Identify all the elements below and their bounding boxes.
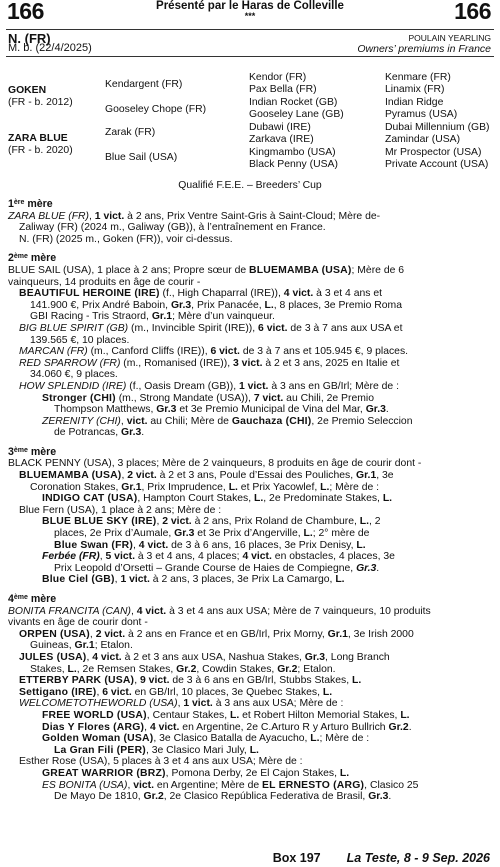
- sale-event: La Teste, 8 - 9 Sep. 2026: [346, 851, 490, 865]
- section-heading-1: 1ère mère: [8, 198, 53, 210]
- pedigree-gen3: Kingmambo (USA): [249, 147, 336, 158]
- pedigree-gen3: Kendor (FR): [249, 72, 307, 83]
- pedigree-gen3: Dubawi (IRE): [249, 122, 311, 133]
- pedigree-sire: GOKEN: [8, 85, 47, 96]
- section-heading-3: 3ème mère: [8, 445, 57, 458]
- top-rule: [6, 29, 494, 30]
- footer: [273, 851, 490, 865]
- pedigree-gen3: Zarkava (IRE): [249, 134, 314, 145]
- first-dam-paragraph: ZARA BLUE (FR), 1 vict. à 2 ans, Prix Ventre Saint-Gris à Saint-Cloud; Mère de-: [8, 210, 381, 222]
- pedigree-gen3: Pax Bella (FR): [249, 84, 317, 95]
- pedigree-sire-sub: (FR - b. 2012): [8, 97, 73, 108]
- pedigree-gen3: Gooseley Lane (GB): [249, 109, 344, 120]
- pedigree-gen2: Zarak (FR): [105, 127, 156, 138]
- catalogue-body: 1ère mère ZARA BLUE (FR), 1 vict. à 2 ans, Prix Ventre Saint-Gris à Saint-Cloud; Mère de- Zaliway (FR) (2024 m., Galiway (GB)), à l’entraînement en France. N. (FR) (2025 m., Goken (FR)), voir ci-dessus. 2ème mère BLUE SAIL (USA), 1 place à 2 ans; Propre sœur de BLUEMAMBA (USA); Mère de 6 vainqueurs, 14 produits en âge de courir - BEAUTIFUL HEROINE (IRE) (f., High Chaparral (IRE)), 4 vict. à 3 et 4 ans et 141.900 €, Prix André Baboin, Gr.3, Prix Panacée, L., 8 places, 3e Premio Roma GBI Racing - Tris Straord, Gr.1; Mère d’un vainqueur. BIG BLUE SPIRIT (GB) (m., Invincible Spirit (IRE)), 6 vict. de 3 à 7 ans aux USA et 139.565 €, 10 places. MARCAN (FR) (m., Canford Cliffs (IRE)), 6 vict. de 3 à 7 ans et 105.945 €, 9 places. RED SPARROW (FR) (m., Romanised (IRE)), 3 vict. à 2 et 3 ans, 2025 en Italie et 34.060 €, 9 places. HOW SPLENDID (IRE) (f., Oasis Dream (GB)), 1 vict. à 3 ans en GB/Irl; Mère de : Stronger (CHI) (m., Strong Mandate (USA)), 7 vict. au Chili, 2e Premio Thompson Matthews, Gr.3 et 3e Premio Municipal de Vina del Mar, Gr.3. ZERENITY (CHI), vict. au Chili; Mère de Gauchaza (CHI), 2e Premio Seleccion de Potrancas, Gr.3. 3ème mère BLACK PENNY (USA), 3 places; Mère de 2 vainqueurs, 8 produits en âge de courir dont - BLUEMAMBA (USA), 2 vict. à 2 et 3 ans, Poule d’Essai des Pouliches, Gr.1, 3e Coronation Stakes, Gr.1, Prix Imprudence, L. et Prix Yacowlef, L.; Mère de : INDIGO CAT (USA), Hampton Court Stakes, L., 2e Predominate Stakes, L. Blue Fern (USA), 1 place à 2 ans; Mère de : BLUE BLUE SKY (IRE), 2 vict. à 2 ans, Prix Roland de Chambure, L., 2 places, 2e Prix d’Aumale, Gr.3 et 3e Prix d’Angerville, L.; 2° mère de Blue Swan (FR), 4 vict. de 3 à 6 ans, 16 places, 3e Prix Denisy, L. Ferbée (FR), 5 vict. à 3 et 4 ans, 4 places; 4 vict. en obstacles, 4 places, 3e Prix Leopold d’Orsetti – Grande Course de Haies de Compiegne, Gr.3. Blue Ciel (GB), 1 vict. à 2 ans, 3 places, 3e Prix La Camargo, L. 4ème mère BONITA FRANCITA (CAN), 4 vict. à 3 et 4 ans aux USA; Mère de 7 vainqueurs, 10 produits vivants en âge de courir dont - ORPEN (USA), 2 vict. à 2 ans en France et en GB/Irl, Prix Morny, Gr.1, 3e Irish 2000 Guineas, Gr.1; Etalon. JULES (USA), 4 vict. à 2 et 3 ans aux USA, Nashua Stakes, Gr.3, Long Branch Stakes, L., 2e Remsen Stakes, Gr.2, Cowdin Stakes, Gr.2; Etalon. ETTERBY PARK (USA), 9 vict. de 3 à 6 ans en GB/Irl, Stubbs Stakes, L. Settigano (IRE), 6 vict. en GB/Irl, 10 places, 3e Quebec Stakes, L. WELCOMETOTHEWORLD (USA), 1 vict. à 3 ans aux USA; Mère de : FREE WORLD (USA), Centaur Stakes, L. et Robert Hilton Memorial Stakes, L. Dias Y Flores (ARG), 4 vict. en Argentine, 2e C.Arturo R y Arturo Bullrich Gr.2. Golden Woman (USA), 3e Clasico Batalla de Ayacucho, L.; Mère de : La Gran Fili (PER), 3e Clasico Mari July, L. Esther Rose (USA), 5 places à 3 et 4 ans aux USA; Mère de : GREAT WARRIOR (BRZ), Pomona Derby, 2e El Cajon Stakes, L. ES BONITA (USA), vict. en Argentine; Mère de EL ERNESTO (ARG), Clasico 25 De Mayo De 1810, Gr.2, 2e Clasico República Federativa de Brasil, Gr.3.: [8, 197, 494, 803]
- stars: ***: [244, 11, 256, 21]
- third-dam-paragraph: BLACK PENNY (USA), 3 places; Mère de 2 vainqueurs, 8 produits en âge de courir dont -: [8, 458, 422, 470]
- horse-category: POULAIN YEARLING: [408, 33, 491, 43]
- pedigree-gen4: Linamix (FR): [385, 84, 445, 95]
- lot-number-left: 166: [7, 0, 44, 24]
- fourth-dam-paragraph: BONITA FRANCITA (CAN), 4 vict. à 3 et 4 ans aux USA; Mère de 7 vainqueurs, 10 produits: [8, 605, 431, 617]
- horse-name: N. (FR): [8, 31, 51, 46]
- pedigree-gen2: Gooseley Chope (FR): [105, 104, 207, 115]
- presenter-text: Présenté par le Haras de Colleville: [156, 0, 344, 12]
- pedigree-gen4: Mr Prospector (USA): [385, 147, 482, 158]
- section-heading-2: 2ème mère: [8, 252, 57, 265]
- pedigree-gen2: Blue Sail (USA): [105, 152, 178, 163]
- section-heading-4: 4ème mère: [8, 593, 57, 605]
- pedigree-gen4: Pyramus (USA): [385, 109, 458, 120]
- pedigree-top-rule: [6, 56, 494, 57]
- presenter-header: [0, 1, 500, 20]
- owners-premiums: Owners’ premiums in France: [357, 43, 491, 55]
- pedigree-gen2: Kendargent (FR): [105, 79, 183, 90]
- pedigree-gen3: Black Penny (USA): [249, 159, 338, 170]
- qualification-note: Qualifié F.E.E. – Breeders’ Cup: [178, 180, 322, 191]
- pedigree-gen4: Zamindar (USA): [385, 134, 461, 145]
- pedigree-gen3: Indian Rocket (GB): [249, 97, 338, 108]
- pedigree-dam: ZARA BLUE: [8, 133, 68, 144]
- box-number: Box 197: [272, 851, 321, 865]
- pedigree-gen4: Kenmare (FR): [385, 72, 451, 83]
- pedigree-table: [0, 72, 500, 172]
- pedigree-dam-sub: (FR - b. 2020): [8, 145, 73, 156]
- horse-birth: M. b. (22/4/2025): [8, 42, 92, 54]
- pedigree-gen4: Private Account (USA): [385, 159, 489, 170]
- pedigree-gen4: Indian Ridge: [385, 97, 444, 108]
- pedigree-gen4: Dubai Millennium (GB): [385, 122, 490, 133]
- second-dam-paragraph: BLUE SAIL (USA), 1 place à 2 ans; Propre sœur de BLUEMAMBA (USA); Mère de 6: [8, 264, 405, 276]
- lot-number-right: 166: [454, 0, 491, 24]
